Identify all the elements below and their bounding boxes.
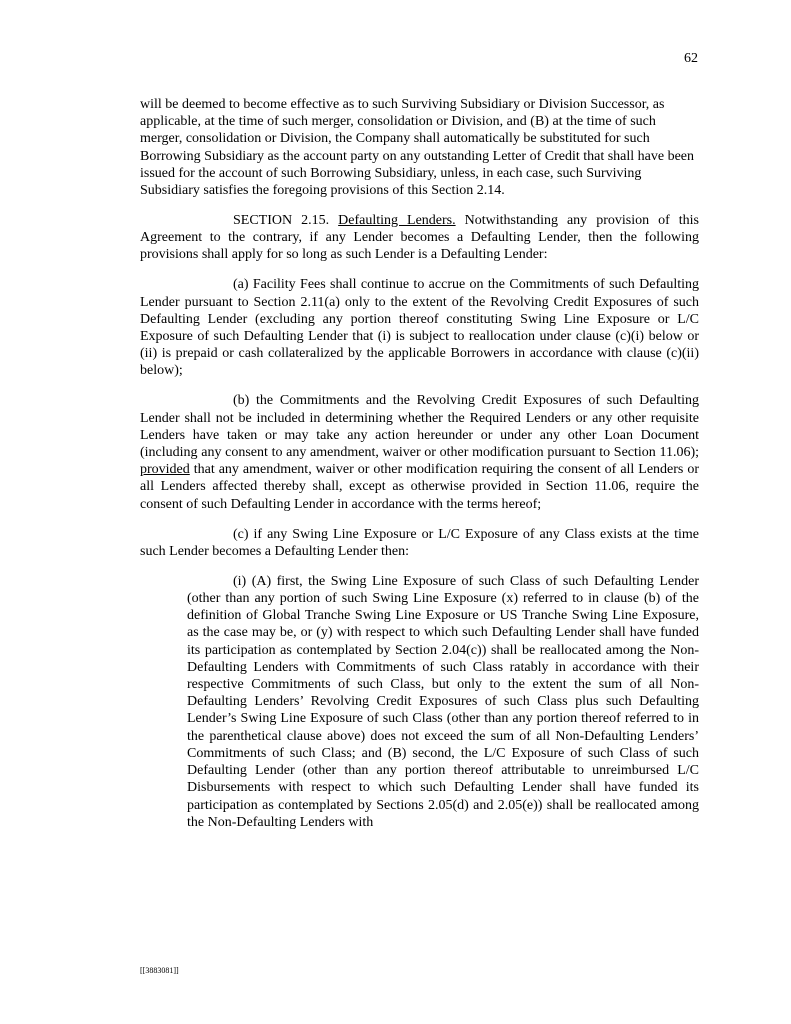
section-label: SECTION 2.15.: [233, 213, 330, 229]
section-text: Notwithstanding any provision of this Agreement to the contrary, if any Lender becomes a Defaulting Lender, then the following provisions shall apply for so long as such Lender is a Defaulting Lender:: [140, 213, 699, 263]
paragraph-clause-b: [140, 392, 699, 512]
document-body: [140, 96, 699, 844]
paragraph-clause-c: (c) if any Swing Line Exposure or L/C Exposure of any Class exists at the time such Lender becomes a Defaulting Lender then:: [140, 526, 699, 559]
paragraph-section-2-14-continuation: will be deemed to become effective as to such Surviving Subsidiary or Division Successor, as applicable, at the time of such merger, consolidation or Division, and (B) at the time of such merger, consolidation or Division, the Company shall automatically be substituted for such Borrowing Subsidiary as the account party on any outstanding Letter of Credit that shall have been issued for the account of such Borrowing Subsidiary, unless, in each case, such Surviving Subsidiary satisfies the foregoing provisions of this Section 2.14.: [140, 97, 695, 199]
page-number: 62: [684, 51, 698, 66]
clause-b-text: (b) the Commitments and the Revolving Credit Exposures of such Defaulting Lender shall not be included in determining whether the Required Lenders or any other requisite Lenders have taken or may take any action hereunder or under any other Loan Document (including any consent to any amendment, waiver or other modification pursuant to Section 11.06);: [140, 393, 699, 461]
paragraph-clause-c-i: (i) (A) first, the Swing Line Exposure of such Class of such Defaulting Lender (other than any portion of such Swing Line Exposure (x) referred to in clause (b) of the definition of Global Tranche Swing Line Exposure or US Tranche Swing Line Exposure, as the case may be, or (y) with respect to which such Defaulting Lender shall have funded its participation as contemplated by Section 2.04(c)) shall be reallocated among the Non-Defaulting Lenders with Commitments of such Class ratably in accordance with their respective Commitments of such Class, but only to the extent the sum of all Non-Defaulting Lenders’ Revolving Credit Exposures of such Class plus such Defaulting Lender’s Swing Line Exposure of such Class (other than any portion thereof referred to in the parenthetical clause above) does not exceed the sum of all Non-Defaulting Lenders’ Commitments of such Class; and (B) second, the L/C Exposure of such Class of such Defaulting Lender (other than any portion thereof attributable to unreimbursed L/C Disbursements with respect to which such Defaulting Lender shall have funded its participation as contemplated by Sections 2.05(d) and 2.05(e)) shall be reallocated among the Non-Defaulting Lenders with: [187, 573, 699, 830]
provided-term: provided: [140, 462, 190, 478]
document-footer-id: [[3883081]]: [140, 966, 179, 975]
paragraph-clause-a: (a) Facility Fees shall continue to accrue on the Commitments of such Defaulting Lender pursuant to Section 2.11(a) only to the extent of the Revolving Credit Exposures of such Defaulting Lender (excluding any portion thereof constituting Swing Line Exposure or L/C Exposure of such Defaulting Lender that (i) is subject to reallocation under clause (c)(i) below or (ii) is prepaid or cash collateralized by the applicable Borrowers in accordance with clause (c)(ii) below);: [140, 277, 699, 379]
section-heading: Defaulting Lenders.: [338, 213, 456, 229]
paragraph-section-2-15: [140, 212, 699, 264]
clause-b-proviso: that any amendment, waiver or other modification requiring the consent of all Lenders or all Lenders affected thereby shall, except as otherwise provided in Section 11.06, require the consent of such Defaulting Lender in accordance with the terms hereof;: [140, 462, 699, 512]
